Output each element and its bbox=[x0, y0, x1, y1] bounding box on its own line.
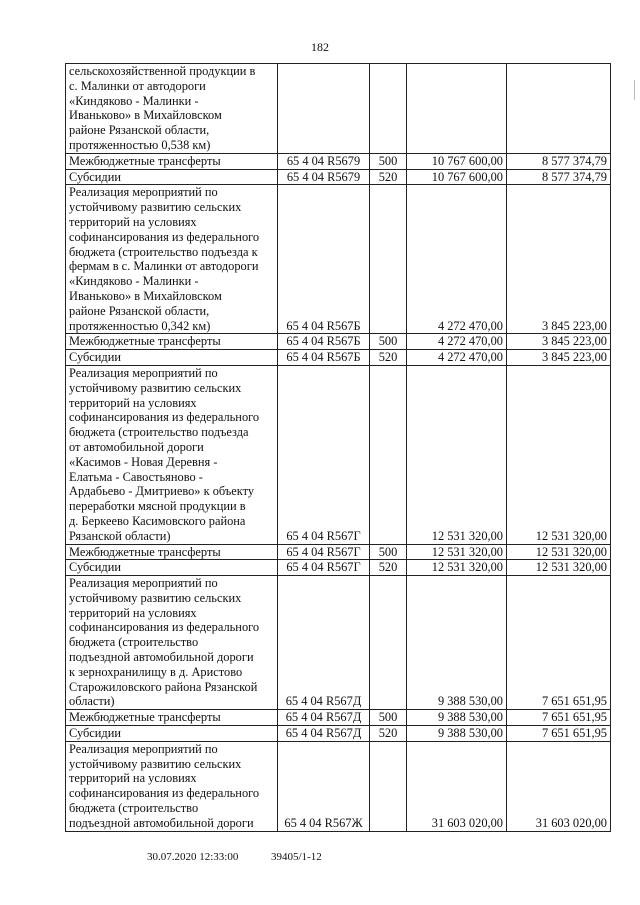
table-row bbox=[66, 350, 611, 366]
row-kind bbox=[370, 576, 407, 710]
row-kind: 520 bbox=[370, 726, 407, 742]
row-code: 65 4 04 R567Д bbox=[278, 576, 370, 710]
row-amount-a: 4 272 470,00 bbox=[407, 334, 507, 350]
row-amount-a: 4 272 470,00 bbox=[407, 350, 507, 366]
table-row bbox=[66, 64, 611, 154]
row-code: 65 4 04 R567Г bbox=[278, 560, 370, 576]
row-code: 65 4 04 R5679 bbox=[278, 169, 370, 185]
row-name: Субсидии bbox=[66, 726, 278, 742]
row-kind: 500 bbox=[370, 153, 407, 169]
row-name: Межбюджетные трансферты bbox=[66, 710, 278, 726]
row-amount-b: 12 531 320,00 bbox=[507, 365, 611, 544]
row-amount-a: 9 388 530,00 bbox=[407, 576, 507, 710]
row-amount-b: 7 651 651,95 bbox=[507, 710, 611, 726]
table-row bbox=[66, 560, 611, 576]
row-amount-a: 31 603 020,00 bbox=[407, 741, 507, 831]
row-amount-b: 7 651 651,95 bbox=[507, 726, 611, 742]
row-amount-a: 9 388 530,00 bbox=[407, 710, 507, 726]
row-name: Межбюджетные трансферты bbox=[66, 153, 278, 169]
row-code: 65 4 04 R567Б bbox=[278, 350, 370, 366]
row-name: Реализация мероприятий по устойчивому развитию сельских территорий на условиях софинансирования из федерального бюджета (строительство подъездной автомобильной дороги bbox=[66, 741, 278, 831]
row-name: Реализация мероприятий по устойчивому развитию сельских территорий на условиях софинансирования из федерального бюджета (строительство подъездной автомобильной дороги к зернохранилищу в д. Аристово Старожиловского района Рязанской области) bbox=[66, 576, 278, 710]
row-name: Межбюджетные трансферты bbox=[66, 334, 278, 350]
row-code: 65 4 04 R567Б bbox=[278, 185, 370, 334]
row-amount-a: 4 272 470,00 bbox=[407, 185, 507, 334]
row-kind: 500 bbox=[370, 544, 407, 560]
table-row bbox=[66, 710, 611, 726]
row-name: Субсидии bbox=[66, 560, 278, 576]
row-code: 65 4 04 R567Ж bbox=[278, 741, 370, 831]
row-kind: 500 bbox=[370, 710, 407, 726]
row-code: 65 4 04 R567Г bbox=[278, 544, 370, 560]
row-amount-a: 9 388 530,00 bbox=[407, 726, 507, 742]
row-amount-a: 10 767 600,00 bbox=[407, 153, 507, 169]
row-amount-b: 8 577 374,79 bbox=[507, 153, 611, 169]
table-row bbox=[66, 185, 611, 334]
row-kind bbox=[370, 365, 407, 544]
row-code bbox=[278, 64, 370, 154]
row-amount-b bbox=[507, 64, 611, 154]
budget-table bbox=[65, 63, 611, 832]
table-row bbox=[66, 576, 611, 710]
table-row bbox=[66, 741, 611, 831]
row-name: Субсидии bbox=[66, 169, 278, 185]
row-kind: 520 bbox=[370, 560, 407, 576]
row-name: Реализация мероприятий по устойчивому развитию сельских территорий на условиях софинансирования из федерального бюджета (строительство подъезда от автомобильной дороги «Касимов - Новая Деревня - Елатьма - Савостьяново - Ардабьево - Дмитриево» к объекту переработки мясной продукции в д. Беркеево Касимовского района Рязанской области) bbox=[66, 365, 278, 544]
table-row bbox=[66, 169, 611, 185]
row-amount-b: 12 531 320,00 bbox=[507, 560, 611, 576]
row-amount-b: 12 531 320,00 bbox=[507, 544, 611, 560]
table-row bbox=[66, 153, 611, 169]
row-name: сельскохозяйственной продукции в с. Малинки от автодороги «Киндяково - Малинки - Иваньково» в Михайловском районе Рязанской области, протяженностью 0,538 км) bbox=[66, 64, 278, 154]
row-amount-b: 3 845 223,00 bbox=[507, 350, 611, 366]
row-amount-a: 12 531 320,00 bbox=[407, 365, 507, 544]
row-amount-b: 8 577 374,79 bbox=[507, 169, 611, 185]
row-kind bbox=[370, 185, 407, 334]
row-code: 65 4 04 R567Г bbox=[278, 365, 370, 544]
row-name: Субсидии bbox=[66, 350, 278, 366]
row-name: Межбюджетные трансферты bbox=[66, 544, 278, 560]
table-row bbox=[66, 365, 611, 544]
row-name: Реализация мероприятий по устойчивому развитию сельских территорий на условиях софинансирования из федерального бюджета (строительство подъезда к фермам в с. Малинки от автодороги «Киндяково - Малинки - Иваньково» в Михайловском районе Рязанской области, протяженностью 0,342 км) bbox=[66, 185, 278, 334]
row-kind: 520 bbox=[370, 169, 407, 185]
row-amount-a: 12 531 320,00 bbox=[407, 544, 507, 560]
row-code: 65 4 04 R567Д bbox=[278, 726, 370, 742]
row-amount-b: 3 845 223,00 bbox=[507, 334, 611, 350]
row-kind: 500 bbox=[370, 334, 407, 350]
footer-doc-id: 39405/1-12 bbox=[271, 851, 322, 863]
row-kind: 520 bbox=[370, 350, 407, 366]
table-row bbox=[66, 334, 611, 350]
table-row bbox=[66, 726, 611, 742]
row-amount-a: 10 767 600,00 bbox=[407, 169, 507, 185]
row-amount-b: 7 651 651,95 bbox=[507, 576, 611, 710]
row-amount-b: 31 603 020,00 bbox=[507, 741, 611, 831]
row-kind bbox=[370, 64, 407, 154]
footer-timestamp: 30.07.2020 12:33:00 bbox=[147, 851, 239, 863]
row-kind bbox=[370, 741, 407, 831]
table-row bbox=[66, 544, 611, 560]
row-amount-a bbox=[407, 64, 507, 154]
row-amount-a: 12 531 320,00 bbox=[407, 560, 507, 576]
row-amount-b: 3 845 223,00 bbox=[507, 185, 611, 334]
row-code: 65 4 04 R567Б bbox=[278, 334, 370, 350]
scan-edge-mark bbox=[633, 80, 636, 100]
row-code: 65 4 04 R567Д bbox=[278, 710, 370, 726]
page-number: 182 bbox=[311, 40, 329, 54]
row-code: 65 4 04 R5679 bbox=[278, 153, 370, 169]
